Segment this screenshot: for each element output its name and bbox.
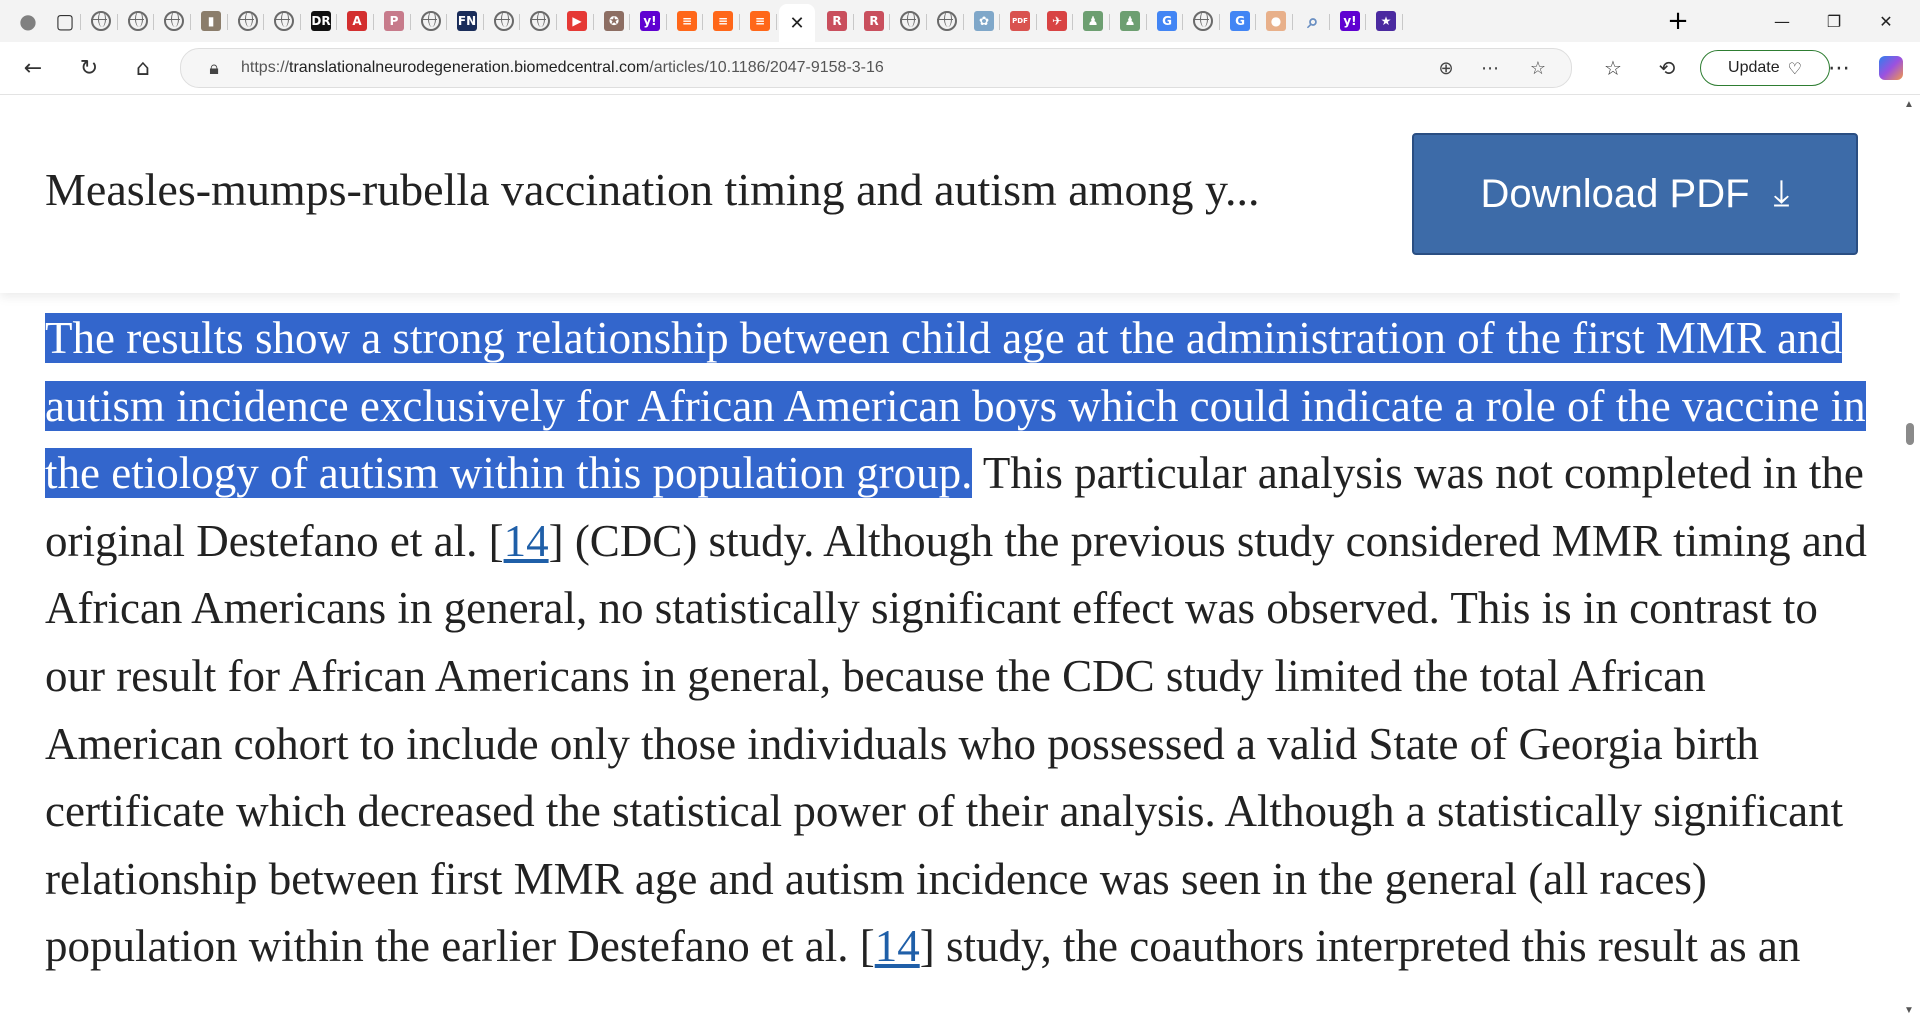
- browser-tab[interactable]: [1332, 6, 1368, 36]
- tab-separator: [1292, 14, 1293, 30]
- favorites-list-icon[interactable]: ☆: [1604, 56, 1622, 80]
- bird-icon: ✈: [1047, 11, 1067, 31]
- article-title: Measles-mumps-rubella vaccination timing and autism among y...: [45, 164, 1260, 215]
- tab-separator: [263, 14, 264, 30]
- tab-separator: [117, 14, 118, 30]
- yahoo-icon: y!: [640, 11, 660, 31]
- substack-icon: ≡: [677, 11, 697, 31]
- google-icon: G: [1230, 11, 1250, 31]
- browser-tab[interactable]: [559, 6, 595, 36]
- browser-tab[interactable]: [929, 6, 965, 36]
- person-icon: ♟: [1120, 11, 1140, 31]
- tab-separator: [519, 14, 520, 30]
- tab-separator: [373, 14, 374, 30]
- url-host: translationalneurodegeneration.biomedcentral.com: [289, 59, 650, 76]
- yahoo-icon: y!: [1340, 11, 1360, 31]
- text-segment: ] study, the coauthors interpreted this result as an: [919, 921, 1801, 972]
- drudge-report-icon: DR: [311, 11, 331, 31]
- search-icon: ⌕: [1307, 9, 1319, 33]
- tab-separator: [300, 14, 301, 30]
- browser-tab[interactable]: [1002, 6, 1038, 36]
- globe-icon: [128, 11, 148, 31]
- navigation-bar: [0, 42, 1920, 95]
- refresh-icon[interactable]: ↻: [79, 55, 99, 81]
- browser-tab[interactable]: [376, 6, 412, 36]
- circle-avatar-icon: ●: [1266, 11, 1286, 31]
- selected-text[interactable]: The results show a strong relationship between child age at the administration of the first MMR and autism incidence exclusively for African American boys which could indicate a role of the vaccine in the etiology of autism within this population group.: [45, 313, 1866, 499]
- p-letter-icon: P: [384, 11, 404, 31]
- browser-tab[interactable]: [966, 6, 1002, 36]
- browser-tab[interactable]: [1368, 6, 1404, 36]
- r-letter-icon: R: [864, 11, 884, 31]
- browser-tab[interactable]: [892, 6, 928, 36]
- tab-separator: [1072, 14, 1073, 30]
- tab-separator: [739, 14, 740, 30]
- fox-news-icon: FN: [457, 11, 477, 31]
- tab-separator: [1255, 14, 1256, 30]
- tab-separator: [926, 14, 927, 30]
- browser-tab[interactable]: [413, 6, 449, 36]
- text-segment: This particular analysis was not completed in the original Destefano et al. [: [45, 448, 1864, 566]
- browser-tab[interactable]: [230, 6, 266, 36]
- url-text[interactable]: [241, 59, 884, 77]
- tab-separator: [483, 14, 484, 30]
- browser-tab[interactable]: [669, 6, 705, 36]
- more-tools-icon[interactable]: ⋯: [1481, 57, 1499, 79]
- substack-icon: ≡: [713, 11, 733, 31]
- citation-link[interactable]: 14: [874, 921, 920, 972]
- article-paragraph: [45, 305, 1875, 981]
- r-letter-icon: R: [827, 11, 847, 31]
- tab-separator: [1402, 14, 1403, 30]
- tab-separator: [963, 14, 964, 30]
- a-letter-icon: A: [347, 11, 367, 31]
- tab-actions-button[interactable]: [47, 6, 83, 36]
- browser-tab[interactable]: [1075, 6, 1111, 36]
- tab-separator: [1146, 14, 1147, 30]
- browser-tab[interactable]: [1112, 6, 1148, 36]
- globe-icon: [900, 11, 920, 31]
- scroll-up-arrow-icon[interactable]: ▲: [1904, 99, 1914, 110]
- browser-tab[interactable]: [486, 6, 522, 36]
- new-tab-button[interactable]: +: [1667, 6, 1689, 36]
- update-button[interactable]: [1700, 50, 1830, 86]
- browser-tab[interactable]: [156, 6, 192, 36]
- download-icon: ⤓: [1773, 173, 1790, 214]
- back-icon[interactable]: ←: [23, 55, 43, 81]
- globe-icon: [164, 11, 184, 31]
- site-info-icon[interactable]: 🔒︎: [209, 57, 219, 79]
- browser-tab[interactable]: [522, 6, 558, 36]
- browser-tab[interactable]: [705, 6, 741, 36]
- browser-tab[interactable]: [193, 6, 229, 36]
- home-icon[interactable]: ⌂: [136, 55, 150, 81]
- person-icon: ♟: [1083, 11, 1103, 31]
- browser-tab[interactable]: [303, 6, 339, 36]
- sticky-article-header: [0, 95, 1900, 293]
- tab-separator: [1329, 14, 1330, 30]
- browser-tab[interactable]: [1222, 6, 1258, 36]
- globe-icon: [421, 11, 441, 31]
- update-label: Update: [1728, 59, 1780, 76]
- browser-tab[interactable]: [266, 6, 302, 36]
- citation-link[interactable]: 14: [503, 515, 549, 566]
- tab-separator: [629, 14, 630, 30]
- browser-tab[interactable]: [1185, 6, 1221, 36]
- tab-separator: [80, 14, 81, 30]
- browser-tab[interactable]: [83, 6, 119, 36]
- browser-tab[interactable]: [596, 6, 632, 36]
- article-body: [45, 305, 1875, 981]
- download-pdf-label: Download PDF: [1480, 171, 1750, 216]
- globe-icon: [494, 11, 514, 31]
- tab-separator: [702, 14, 703, 30]
- vertical-scrollbar[interactable]: [1900, 95, 1920, 1020]
- tab-separator: [593, 14, 594, 30]
- tab-separator: [1109, 14, 1110, 30]
- substack-icon: ≡: [750, 11, 770, 31]
- copilot-icon[interactable]: [1872, 50, 1910, 86]
- address-bar[interactable]: [180, 48, 1572, 88]
- tab-separator: [556, 14, 557, 30]
- tab-separator: [153, 14, 154, 30]
- globe-icon: [274, 11, 294, 31]
- tab-strip: [0, 0, 1920, 42]
- tab-separator: [336, 14, 337, 30]
- active-tab-close-button[interactable]: ✕: [779, 4, 815, 42]
- profile-avatar-icon: ●: [19, 9, 37, 33]
- google-icon: G: [1157, 11, 1177, 31]
- tab-separator: [776, 14, 777, 30]
- star-app-icon: ★: [1376, 11, 1396, 31]
- page-content: [0, 95, 1900, 1020]
- seal-icon: ✪: [604, 11, 624, 31]
- globe-icon: [937, 11, 957, 31]
- text-segment: ] (CDC) study. Although the previous study considered MMR timing and African Americans in general, no statistically significant effect was observed. This is in contrast to our result for African Americans in general, because the CDC study limited the total African American cohort to include only those individuals who possessed a valid State of Georgia birth certificate which decreased the statistical power of their analysis. Although a statistically significant relationship between first MMR age and autism incidence was seen in the general (all races) population within the earlier Destefano et al. [: [45, 515, 1867, 972]
- tab-separator: [999, 14, 1000, 30]
- pdf-icon: PDF: [1010, 11, 1030, 31]
- leaf-icon: ✿: [974, 11, 994, 31]
- youtube-icon: ▶: [567, 11, 587, 31]
- tab-separator: [410, 14, 411, 30]
- tab-separator: [190, 14, 191, 30]
- tab-separator: [1182, 14, 1183, 30]
- globe-icon: [238, 11, 258, 31]
- tab-separator: [1219, 14, 1220, 30]
- profile-avatar-button[interactable]: [10, 6, 46, 36]
- browser-tab[interactable]: [1149, 6, 1185, 36]
- tab-separator: [1036, 14, 1037, 30]
- scroll-down-arrow-icon[interactable]: ▼: [1904, 1005, 1914, 1016]
- tab-separator: [889, 14, 890, 30]
- globe-icon: [91, 11, 111, 31]
- globe-icon: [1193, 11, 1213, 31]
- url-prefix: https://: [241, 59, 290, 76]
- browser-tab[interactable]: [1295, 6, 1331, 36]
- tab-separator: [666, 14, 667, 30]
- tab-separator: [853, 14, 854, 30]
- favorite-star-icon[interactable]: ☆: [1529, 57, 1547, 79]
- browser-tab[interactable]: [819, 6, 855, 36]
- download-pdf-button[interactable]: [1412, 133, 1858, 255]
- scroll-thumb[interactable]: [1906, 423, 1914, 445]
- browser-tab[interactable]: [120, 6, 156, 36]
- browser-tab[interactable]: [632, 6, 668, 36]
- history-icon[interactable]: ⟲: [1658, 56, 1676, 80]
- settings-more-icon[interactable]: ⋯: [1828, 55, 1850, 81]
- tab-separator: [227, 14, 228, 30]
- tab-separator: [1365, 14, 1366, 30]
- heart-pulse-icon: ♡: [1787, 58, 1802, 78]
- browser-tab[interactable]: [742, 6, 778, 36]
- bookmark-image-icon: ▮: [201, 11, 221, 31]
- browser-tab[interactable]: [1039, 6, 1075, 36]
- url-path: /articles/10.1186/2047-9158-3-16: [649, 59, 884, 76]
- restore-window-button[interactable]: ❐: [1826, 11, 1842, 31]
- tab-actions-icon: ▢: [55, 9, 75, 33]
- globe-icon: [530, 11, 550, 31]
- close-window-button[interactable]: ✕: [1879, 11, 1893, 31]
- browser-tab[interactable]: [339, 6, 375, 36]
- tab-separator: [446, 14, 447, 30]
- zoom-icon[interactable]: ⊕: [1438, 57, 1454, 79]
- minimize-window-button[interactable]: —: [1774, 11, 1790, 31]
- browser-tab[interactable]: [856, 6, 892, 36]
- browser-tab[interactable]: [449, 6, 485, 36]
- browser-tab[interactable]: [1258, 6, 1294, 36]
